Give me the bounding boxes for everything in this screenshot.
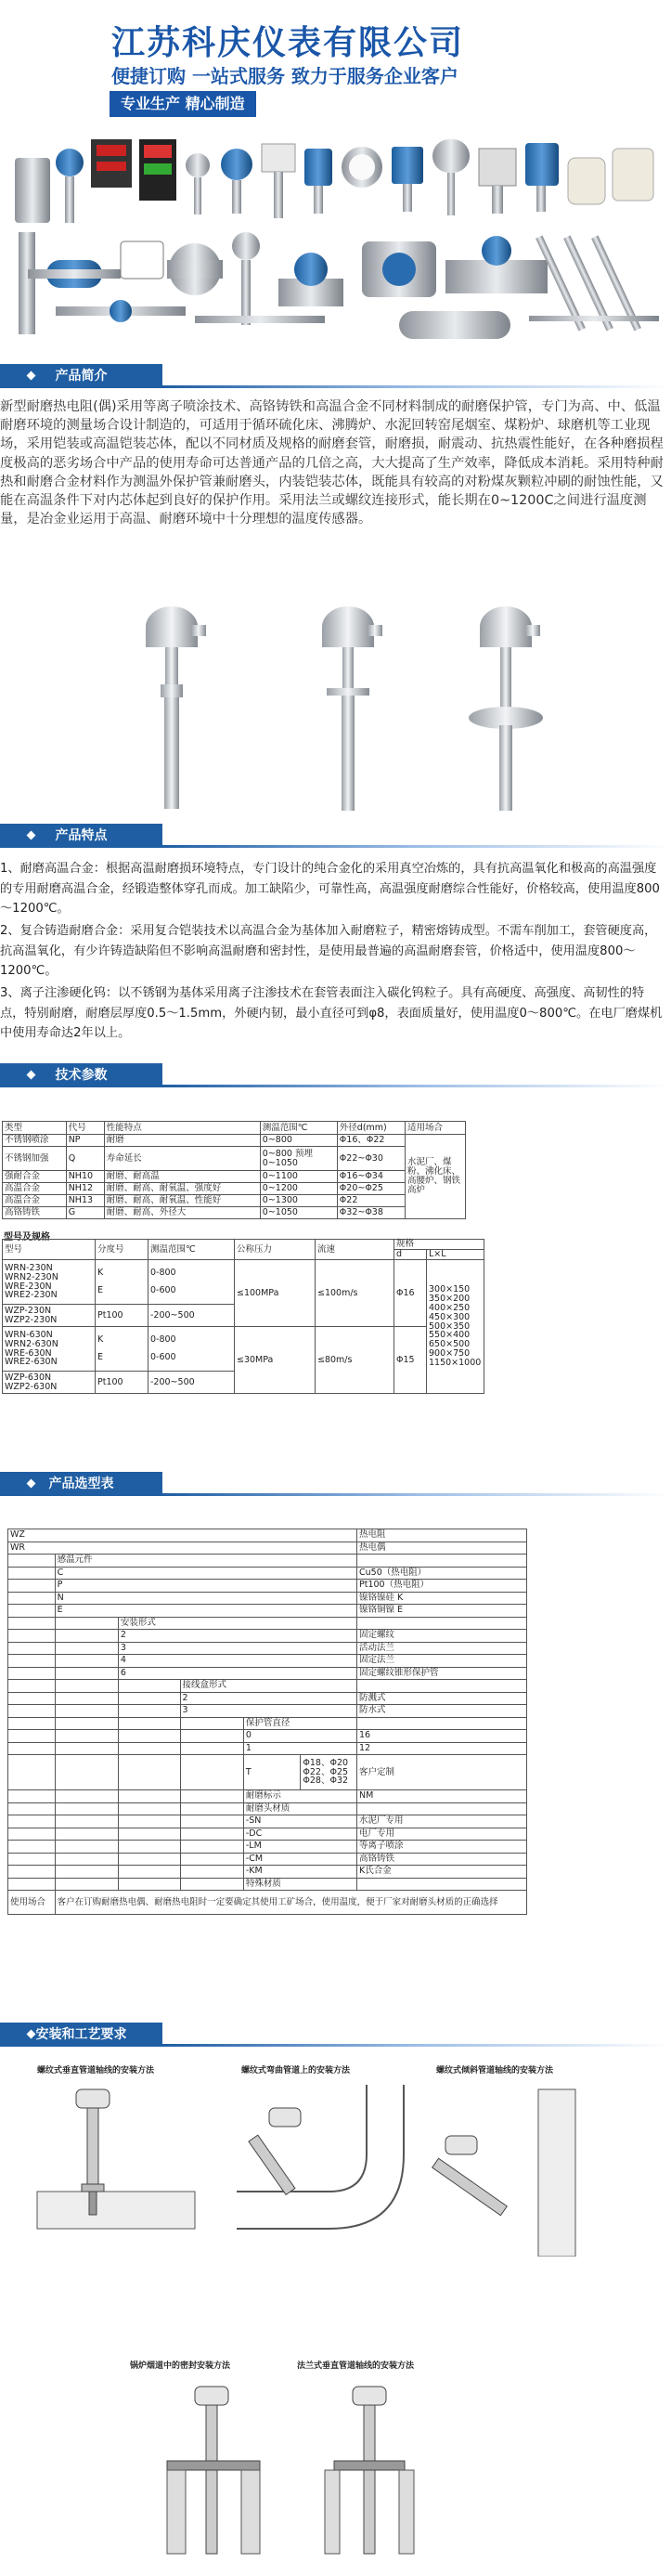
table-header: 类型 (3, 1122, 67, 1135)
table-header: 公称压力 (235, 1240, 316, 1260)
table-cell: 耐磨、耐高、外径大 (104, 1207, 260, 1219)
model-list (3, 1327, 96, 1372)
probe-photo-fixed-flange (464, 590, 548, 817)
table-cell: 活动法兰 (357, 1642, 527, 1655)
length: 1150×1000 (429, 1358, 482, 1369)
diagram-title: 锅炉烟道中的密封安装方法 (130, 2361, 231, 2371)
table-cell: Φ16、Φ22 (337, 1135, 405, 1147)
spec-table-title: 型号及规格 (4, 1232, 50, 1242)
install-diagram-boiler-flue (158, 2377, 269, 2563)
parameter-table (2, 1121, 466, 1219)
section-header-intro (0, 364, 671, 388)
table-cell: 镍铬镍硅 K (357, 1592, 527, 1605)
table-cell: 高铬铸铁 (357, 1853, 527, 1866)
table-cell: 接线盒形式 (180, 1680, 356, 1693)
section-title-params: 技术参数 (0, 1063, 162, 1087)
table-cell: -LM (243, 1841, 356, 1854)
table-cell: 特殊材质 (243, 1878, 356, 1891)
table-cell: 0~1200 (260, 1183, 337, 1195)
table-header: 规格 (394, 1240, 484, 1250)
table-cell: N (55, 1592, 356, 1605)
table-cell: Φ20~Φ25 (337, 1183, 405, 1195)
table-cell: -200~500 (148, 1305, 235, 1327)
length: 350×200 (429, 1293, 471, 1304)
length: 300×150 (429, 1283, 471, 1295)
diagram-title: 法兰式垂直管道轴线的安装方法 (297, 2361, 415, 2371)
section-header-install (0, 2023, 671, 2047)
model: WRE2-230N (5, 1290, 58, 1301)
length: 650×500 (429, 1339, 471, 1350)
model: WZP-630N (5, 1372, 52, 1383)
table-cell: 不锈钢加强 (3, 1147, 67, 1171)
section-rule (162, 1493, 671, 1496)
range: 0-600 (150, 1285, 176, 1296)
table-cell: 耐磨标示 (243, 1790, 356, 1803)
model: WRN2-230N (5, 1271, 58, 1282)
table-cell: ≤30MPa (235, 1327, 316, 1394)
table-cell: Φ22~Φ30 (337, 1147, 405, 1171)
grad: K (97, 1334, 104, 1345)
table-cell: Pt100（热电阻） (357, 1580, 527, 1593)
table-header: 分度号 (96, 1240, 148, 1260)
table-cell: Φ16 (394, 1260, 427, 1327)
table-cell: NM (357, 1790, 527, 1803)
section-header-params (0, 1063, 671, 1087)
table-cell: 耐磨、耐高、耐氧温、强度好 (104, 1183, 260, 1195)
table-header: 适用场合 (406, 1122, 466, 1135)
range: 0-600 (150, 1352, 176, 1363)
model: WRN-230N (5, 1262, 53, 1273)
model: WRE-230N (5, 1281, 52, 1292)
section-header-selection (0, 1472, 671, 1496)
table-cell (96, 1327, 148, 1372)
table-cell: ≤80m/s (316, 1327, 394, 1394)
feature-item: 3、离子注渗硬化钨：以不锈钢为基体采用离子注渗技术在套管表面注入碳化钨粒子。具有高硬度、高强度、高韧性的特点，特别耐磨，耐磨层厚度0.5～1.5mm，外硬内韧，最小直径可到φ8，表面质量好，使用温度0～800℃。在电厂磨煤机中使用寿命达2年以上。 (0, 986, 663, 1040)
table-cell: 高铬铸铁 (3, 1207, 67, 1219)
table-cell: Q (66, 1147, 104, 1171)
table-cell: 感温元件 (55, 1555, 356, 1568)
install-diagram-curved-pipe (227, 2080, 413, 2257)
table-cell: 0~800 预埋0~1050 (260, 1147, 337, 1171)
length: 400×250 (429, 1302, 471, 1313)
model: WRE2-630N (5, 1357, 58, 1368)
table-cell: 客户在订购耐磨热电偶、耐磨热电阻时一定要确定其使用工矿场合，使用温度，便于厂家对耐磨头材质的正确选择 (55, 1891, 526, 1915)
table-header: L×L (427, 1250, 484, 1260)
model-list (3, 1260, 96, 1305)
model: WZP2-230N (5, 1314, 58, 1325)
product-banner-image (9, 130, 662, 353)
section-title-intro: 产品简介 (0, 364, 162, 388)
diagram-title: 螺纹式倾斜管道轴线的安装方法 (436, 2066, 554, 2075)
table-cell: WR (8, 1542, 357, 1555)
table-header: d (394, 1250, 427, 1260)
table-header: 性能特点 (104, 1122, 260, 1135)
section-rule (162, 845, 671, 848)
table-cell: NH13 (66, 1195, 104, 1207)
table-cell: C (55, 1567, 356, 1580)
diagram-title: 螺纹式垂直管道轴线的安装方法 (37, 2066, 155, 2075)
table-cell: NP (66, 1135, 104, 1147)
table-cell: 16 (357, 1730, 527, 1743)
model: WZP2-630N (5, 1381, 58, 1392)
table-cell: 保护管直径 (243, 1717, 356, 1730)
table-cell: -SN (243, 1815, 356, 1828)
range: 0-800 (150, 1334, 176, 1345)
table-cell: Φ18、Φ20 Φ22、Φ25 Φ28、Φ32 (301, 1755, 357, 1790)
probe-photo-movable-flange (306, 590, 390, 817)
table-cell: -DC (243, 1828, 356, 1841)
model: WRN-630N (5, 1329, 53, 1340)
table-cell: 高温合金 (3, 1195, 67, 1207)
table-header: 代号 (66, 1122, 104, 1135)
table-cell: G (66, 1207, 104, 1219)
table-cell: 3 (180, 1705, 356, 1718)
section-title-selection: 产品选型表 (0, 1472, 162, 1496)
install-diagram-flange-vertical (316, 2377, 427, 2563)
table-header: 外径d(mm) (337, 1122, 405, 1135)
table-cell: 1 (243, 1742, 356, 1755)
table-cell: -200~500 (148, 1372, 235, 1394)
section-title-features: 产品特点 (0, 824, 162, 848)
model: WZP-230N (5, 1305, 52, 1316)
table-cell: 不锈钢喷涂 (3, 1135, 67, 1147)
table-cell: 热电偶 (357, 1542, 527, 1555)
table-cell: 客户定制 (357, 1755, 527, 1790)
table-cell: Φ22 (337, 1195, 405, 1207)
grad: E (97, 1285, 104, 1296)
table-cell: -CM (243, 1853, 356, 1866)
table-cell: 6 (118, 1667, 356, 1680)
company-name: 江苏科庆仪表有限公司 (111, 24, 465, 62)
table-cell: 高温合金 (3, 1183, 67, 1195)
table-cell: ≤100MPa (235, 1260, 316, 1327)
model: WRE-630N (5, 1347, 52, 1359)
table-cell: 0 (243, 1730, 356, 1743)
section-title-install: 安装和工艺要求 (0, 2023, 162, 2047)
table-cell: 防水式 (357, 1705, 527, 1718)
table-cell: 2 (180, 1692, 356, 1705)
model-list (3, 1305, 96, 1327)
feature-item: 2、复合铸造耐磨合金：采用复合铠装技术以高温合金为基体加入耐磨粒子，精密熔铸成型。不需车削加工，套管硬度高，抗高温氧化，有少许铸造缺陷但不影响高温耐磨和密封性，是使用最普遍的高温耐磨套管，价格适中，使用温度800～1200℃。 (0, 924, 657, 978)
table-cell: 3 (118, 1642, 356, 1655)
table-cell: 等离子喷涂 (357, 1841, 527, 1854)
company-slogan: 便捷订购 一站式服务 致力于服务企业客户 (111, 65, 458, 87)
model-list (3, 1372, 96, 1394)
intro-paragraph: 新型耐磨热电阻(偶)采用等离子喷涂技术、高铬铸铁和高温合金不同材料制成的耐磨保护管，专门为高、中、低温耐磨环境的测量场合设计制造的，可适用于循环硫化床、沸腾炉、水泥回转窑尾烟室、煤粉炉、球磨机等工业现场，采用铠装或高温铠装芯体，配以不同材质及规格的耐磨套管，耐磨损，耐震动、抗热震性能好，在各种磨损程度极高的恶劣场合中产品的使用寿命可达普通产品的几倍之高，大大提高了生产效率，降低成本消耗。采用特种耐热和耐磨合金材料作为测温外保护管兼耐磨头，内装铠装芯体，既能具有较高的对粉煤灰颗粒冲刷的耐蚀性能，又能在高温条件下对内芯体起到良好的保护作用。采用法兰或螺纹连接形式，能长期在0~1200C之间进行温度测量，是冶金业运用于高温、耐磨环境中十分理想的温度传感器。 (0, 399, 664, 527)
table-cell: 固定螺纹锥形保护管 (357, 1667, 527, 1680)
table-cell: E (55, 1605, 356, 1618)
table-cell: NH12 (66, 1183, 104, 1195)
length: 550×400 (429, 1330, 471, 1341)
range: 0-800 (150, 1267, 176, 1278)
table-cell: 0~1300 (260, 1195, 337, 1207)
table-cell: 固定法兰 (357, 1655, 527, 1668)
install-diagram-inclined-pipe (427, 2080, 613, 2257)
table-cell: NH10 (66, 1171, 104, 1183)
table-header: 流速 (316, 1240, 394, 1260)
table-cell: 0~800 (260, 1135, 337, 1147)
table-cell: 耐磨头材质 (243, 1802, 356, 1815)
table-cell: P (55, 1580, 356, 1593)
table-cell: 寿命延长 (104, 1147, 260, 1171)
table-cell: 4 (118, 1655, 356, 1668)
table-cell: 0~1100 (260, 1171, 337, 1183)
table-cell: 水泥厂专用 (357, 1815, 527, 1828)
tagline-badge: 专业生产 精心制造 (110, 91, 256, 117)
table-cell: 安装形式 (118, 1617, 356, 1630)
table-header: 测温范围℃ (260, 1122, 337, 1135)
table-cell: 电厂专用 (357, 1828, 527, 1841)
table-cell: K氏合金 (357, 1866, 527, 1879)
table-cell: Pt100 (96, 1372, 148, 1394)
probe-photo-threaded (130, 590, 213, 817)
table-cell: 0~1050 (260, 1207, 337, 1219)
table-cell (148, 1327, 235, 1372)
table-cell: Φ15 (394, 1327, 427, 1394)
length: 450×300 (429, 1311, 471, 1322)
section-rule (162, 385, 671, 388)
table-cell: 固定螺纹 (357, 1630, 527, 1643)
model: WRN2-630N (5, 1338, 58, 1349)
grad: E (97, 1352, 104, 1363)
table-header: 型号 (3, 1240, 96, 1260)
section-rule (162, 1085, 671, 1087)
table-cell: Pt100 (96, 1305, 148, 1327)
length: 500×350 (429, 1321, 471, 1332)
table-cell: 2 (118, 1630, 356, 1643)
table-cell: 使用场合 (8, 1891, 56, 1915)
table-cell: Φ32~Φ38 (337, 1207, 405, 1219)
table-cell: 12 (357, 1742, 527, 1755)
length-list (427, 1260, 484, 1394)
table-cell: WZ (8, 1529, 357, 1542)
table-cell: Φ16~Φ34 (337, 1171, 405, 1183)
table-cell: T (243, 1755, 301, 1790)
table-cell: Cu50（热电阻） (357, 1567, 527, 1580)
install-diagram-vertical-threaded (28, 2080, 204, 2257)
section-header-features (0, 824, 671, 848)
table-cell-usage: 水泥厂、煤粉、沸化床、高腰炉、钢铁高炉 (406, 1135, 466, 1219)
section-rule (162, 2044, 671, 2047)
table-cell: 热电阻 (357, 1529, 527, 1542)
table-cell: 镍铬铜镍 E (357, 1605, 527, 1618)
grad: K (97, 1267, 104, 1278)
table-cell: 耐磨、耐高温 (104, 1171, 260, 1183)
table-cell: 强耐合金 (3, 1171, 67, 1183)
length: 900×750 (429, 1348, 471, 1360)
table-cell: 耐磨、耐高、耐氧温、性能好 (104, 1195, 260, 1207)
spec-table (2, 1239, 484, 1394)
table-header: 测温范围℃ (148, 1240, 235, 1260)
table-cell: 耐磨 (104, 1135, 260, 1147)
selection-table (7, 1529, 527, 1915)
diagram-title: 螺纹式弯曲管道上的安装方法 (241, 2066, 351, 2075)
table-cell: -KM (243, 1866, 356, 1879)
feature-item: 1、耐磨高温合金：根据高温耐磨损环境特点，专门设计的纯合金化的采用真空冶炼的，具有抗高温氧化和极高的高温强度的专用耐磨高温合金，经锻造整体穿孔而成。加工缺陷少，可靠性高，高温强度耐磨综合性能好，价格较高，使用温度800～1200℃。 (0, 862, 660, 916)
table-cell (148, 1260, 235, 1305)
table-cell (96, 1260, 148, 1305)
table-cell: 防溅式 (357, 1692, 527, 1705)
table-cell: ≤100m/s (316, 1260, 394, 1327)
